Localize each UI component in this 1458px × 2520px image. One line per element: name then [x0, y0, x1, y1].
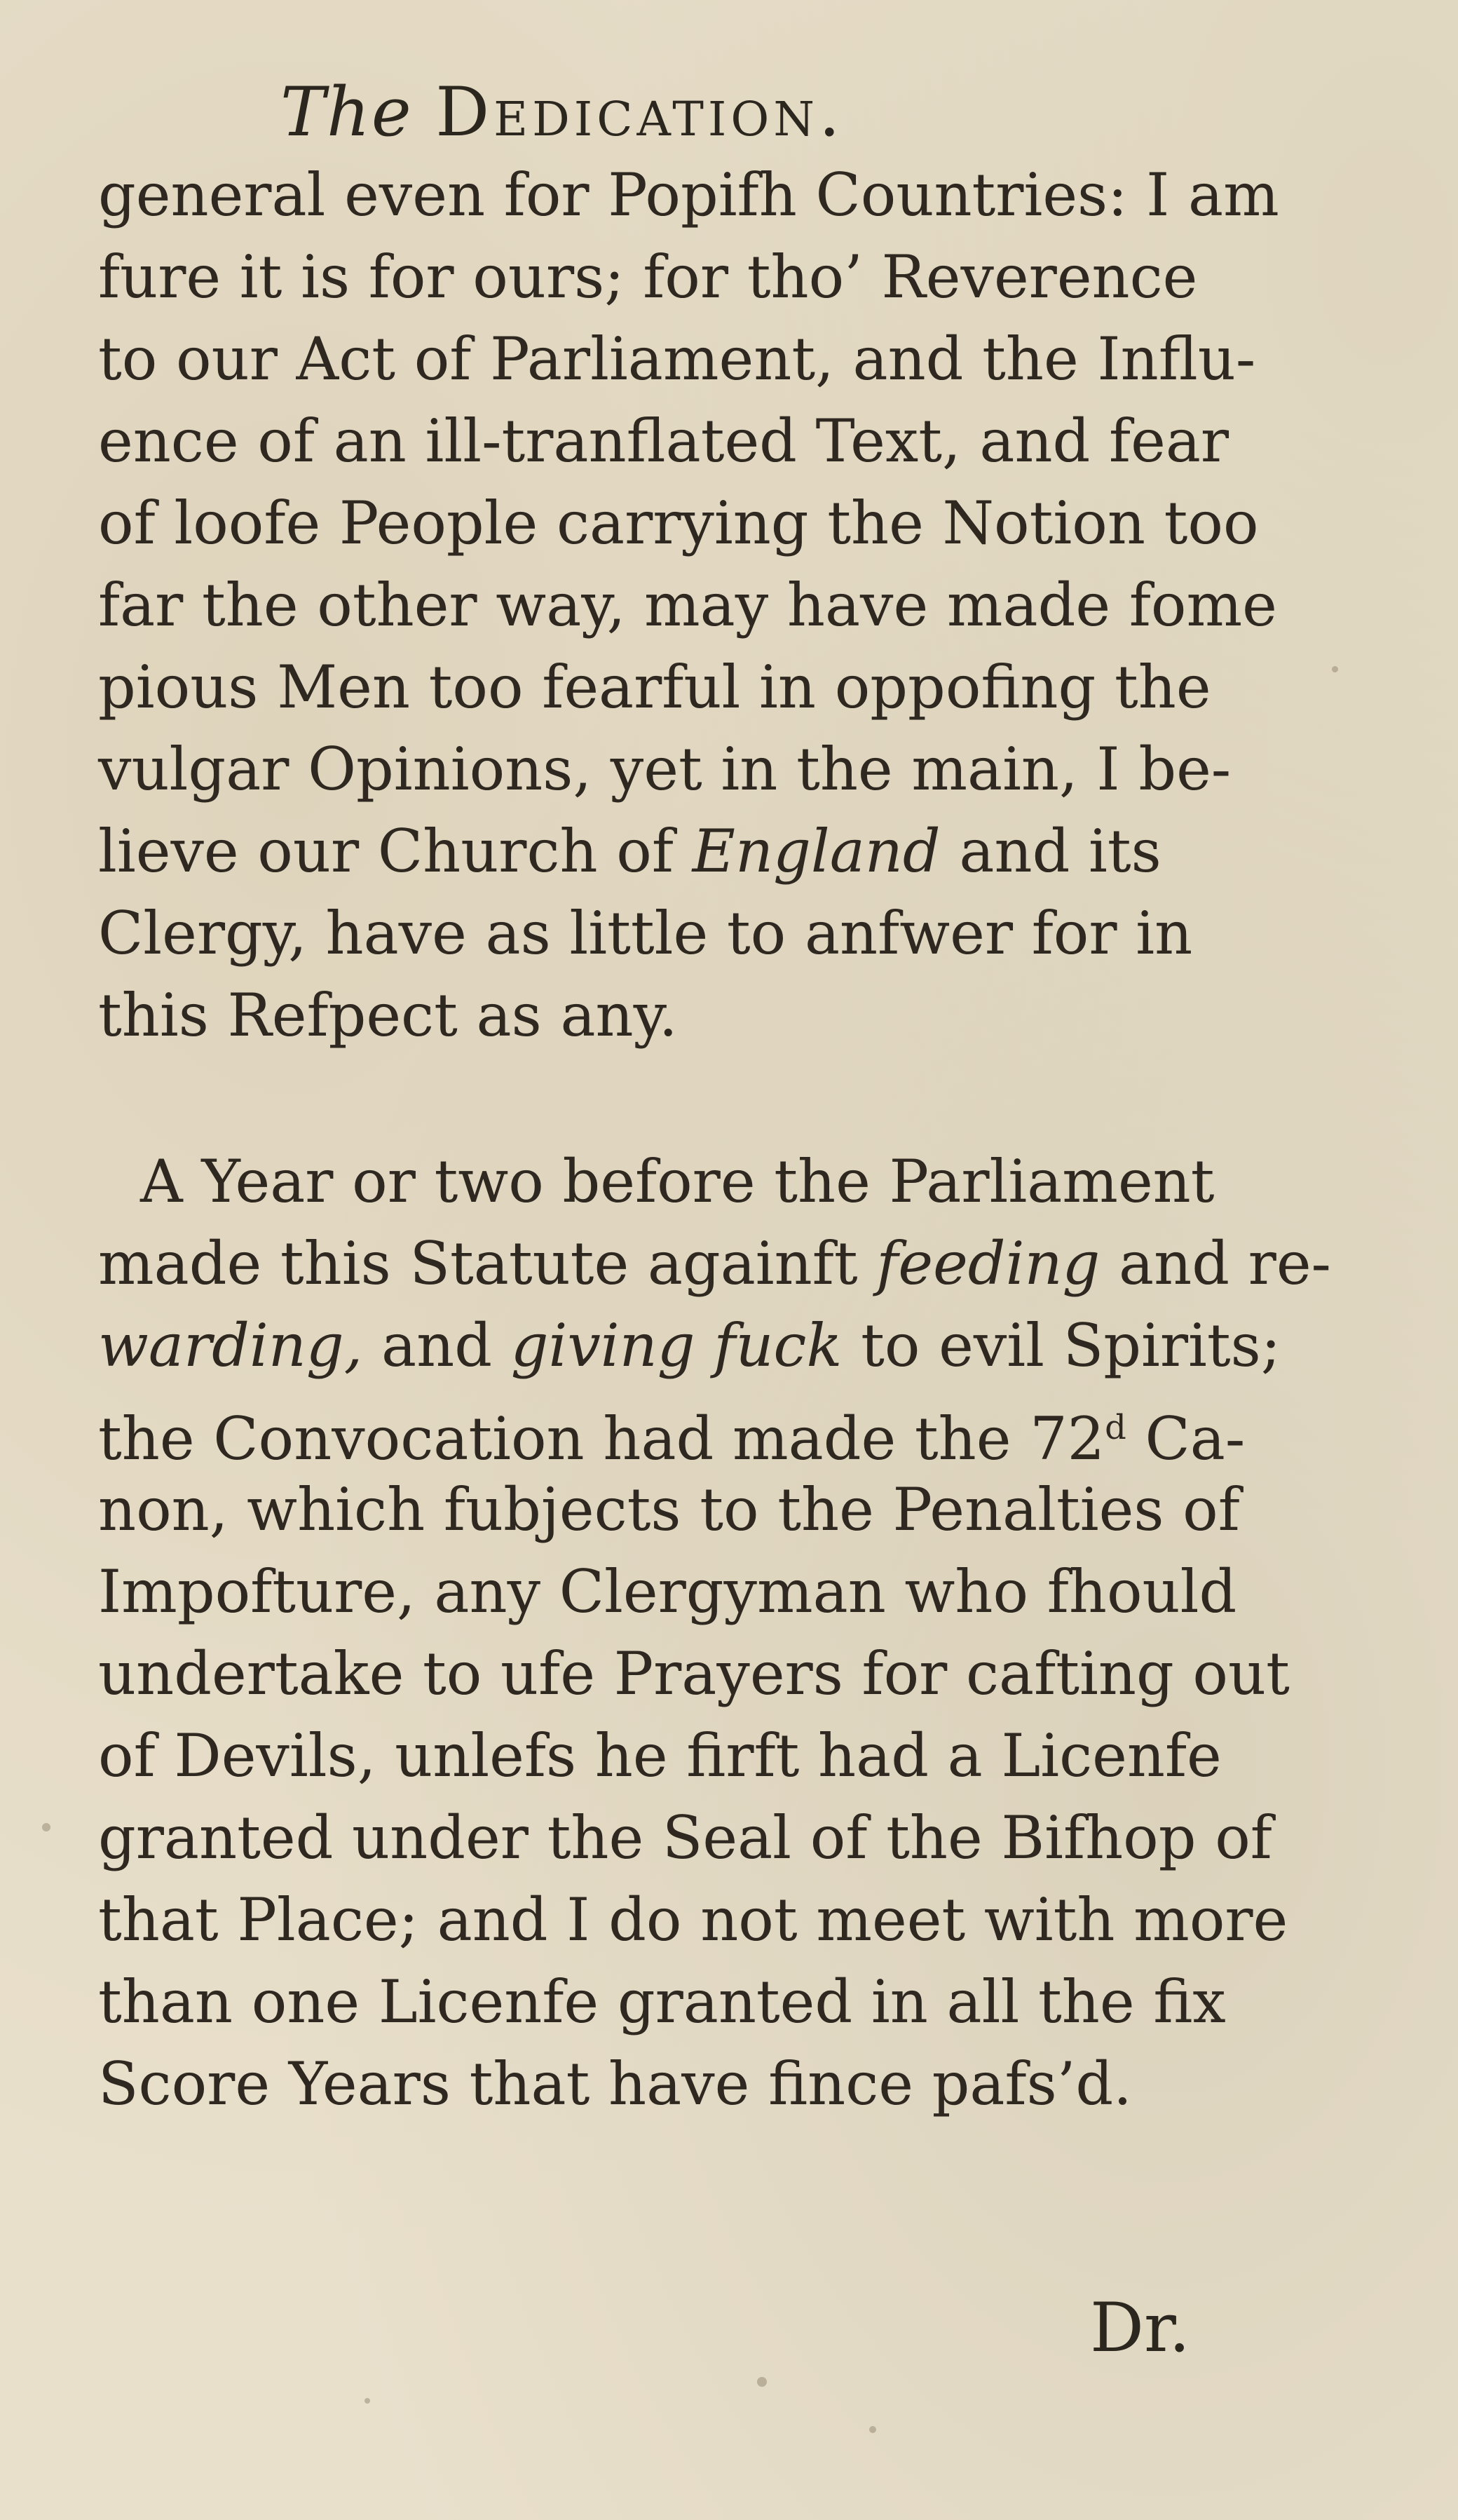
text-line: this Refpect as any.	[98, 981, 678, 1050]
text-line: Impofture, any Clergyman who fhould	[98, 1557, 1237, 1626]
italic-giving-suck: giving fuck	[510, 1311, 843, 1380]
text-line: vulgar Opinions, yet in the main, I be-	[98, 735, 1232, 804]
text-line: general even for Popifh Countries: I am	[98, 161, 1279, 229]
body-text	[98, 154, 1331, 2125]
text-line: pious Men too fearful in oppofing the	[98, 653, 1211, 722]
paper-speck	[364, 2398, 370, 2404]
text-line: to our Act of Parliament, and the Influ-	[98, 325, 1256, 393]
text-segment: and re-	[1100, 1229, 1331, 1298]
text-line: far the other way, may have made fome	[98, 571, 1277, 639]
text-line	[98, 1305, 1281, 1387]
italic-england: England	[692, 817, 941, 886]
text-segment: Ca-	[1126, 1404, 1246, 1473]
italic-feeding: feeding	[876, 1229, 1101, 1298]
paragraph-1	[98, 154, 1279, 1057]
text-line: ence of an ill-tranflated Text, and fear	[98, 407, 1229, 475]
text-line: Clergy, have as little to anfwer for in	[98, 899, 1193, 968]
text-segment: the Convocation had made the 72	[98, 1404, 1105, 1473]
text-line	[98, 1387, 1246, 1473]
text-line: that Place; and I do not meet with more	[98, 1885, 1288, 1954]
text-line: non, which fubjects to the Penalties of	[98, 1475, 1240, 1544]
text-line: than one Licenfe granted in all the fix	[98, 1967, 1226, 2036]
paper-speck	[869, 2426, 876, 2433]
paper-speck	[757, 2377, 767, 2387]
text-line: of loofe People carrying the Notion too	[98, 489, 1259, 557]
text-segment: and	[381, 1311, 511, 1380]
text-line: granted under the Seal of the Bifhop of	[98, 1803, 1272, 1872]
running-head-the: The	[280, 73, 413, 151]
text-line: undertake to ufe Prayers for cafting out	[98, 1639, 1290, 1708]
text-line: fure it is for ours; for tho’ Reverence	[98, 243, 1198, 311]
text-line	[98, 1223, 1331, 1305]
text-segment: lieve our Church of	[98, 817, 693, 886]
running-head-dedication: Dedication.	[435, 73, 845, 151]
italic-warding: warding,	[98, 1311, 382, 1380]
text-line: Score Years that have fince pafs’d.	[98, 2050, 1132, 2118]
running-head	[280, 67, 845, 158]
text-line	[98, 811, 1192, 893]
text-segment: and its	[940, 817, 1161, 886]
text-line: A Year or two before the Parliament	[140, 1147, 1215, 1216]
paper-speck	[1332, 666, 1338, 672]
superscript-d: d	[1105, 1408, 1126, 1447]
text-segment: to evil Spirits;	[842, 1311, 1281, 1380]
paper-speck	[42, 1823, 50, 1831]
text-line: of Devils, unlefs he firft had a Licenfe	[98, 1721, 1222, 1790]
paragraph-2	[98, 1141, 1331, 2125]
text-segment: made this Statute againft	[98, 1229, 877, 1298]
catchword: Dr.	[1090, 2289, 1190, 2367]
